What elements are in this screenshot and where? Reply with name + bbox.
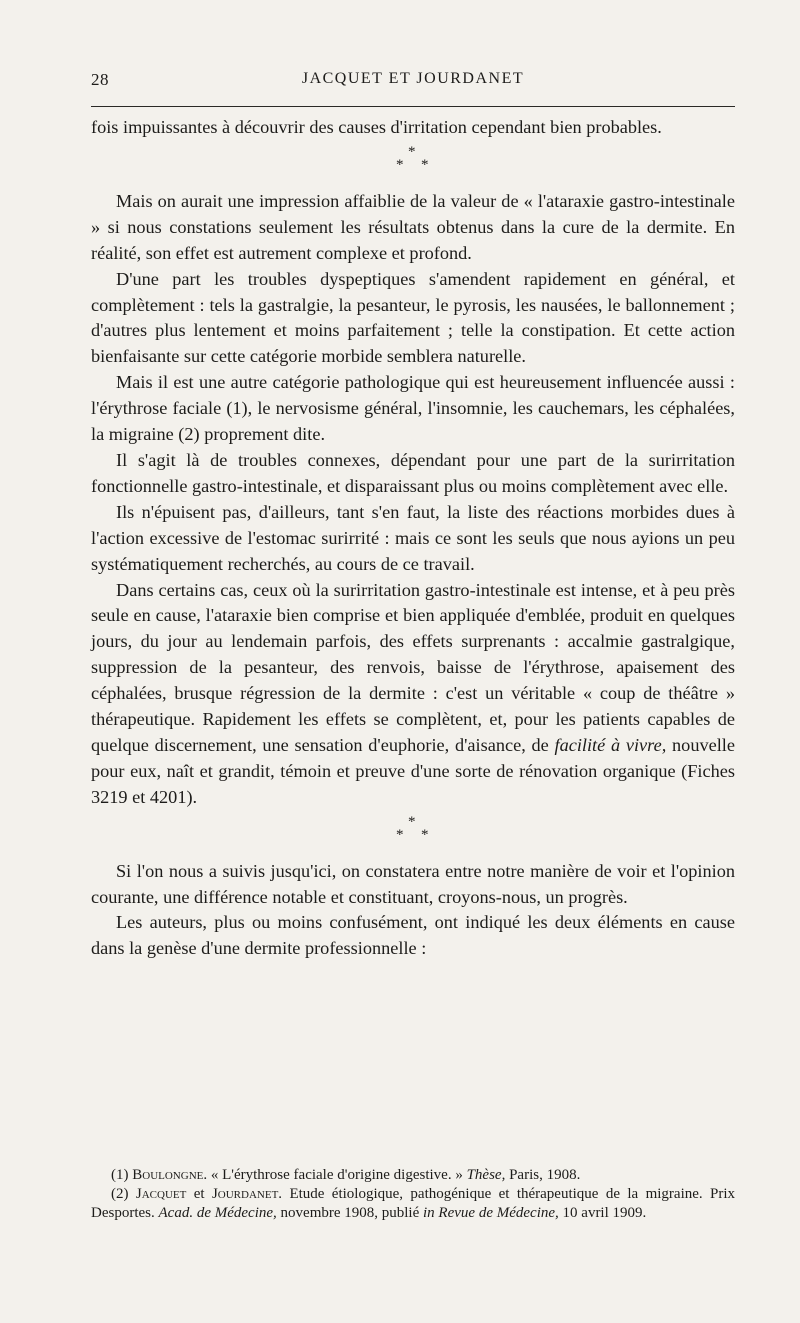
footnote-1-marker: (1) xyxy=(111,1167,129,1183)
footnote-1-italic: Thèse, xyxy=(466,1167,506,1183)
separator-star: * xyxy=(396,826,404,843)
footnote-2-and: et xyxy=(193,1186,205,1202)
paragraph-2: Mais on aurait une impression affaiblie de la valeur de « l'ataraxie gastro-intestinale » si nous constations seulement les résultats obtenus dans la cure de la dermite. En réalité, son effet est autrement complexe et profond. xyxy=(91,190,735,263)
section-separator-1 xyxy=(91,141,735,189)
body-text xyxy=(91,115,735,962)
paragraph-4: Mais il est une autre catégorie pathologique qui est heureusement influencée aussi : l'érythrose faciale (1), le nervosisme général, l'insomnie, les cauchemars, les céphalées, la migraine (2) proprement dite. xyxy=(91,372,735,445)
footnote-2-end: 10 avril 1909. xyxy=(562,1205,647,1221)
separator-star: * xyxy=(396,156,404,173)
paragraph-7 xyxy=(91,578,735,811)
separator-star: * xyxy=(421,156,429,173)
paragraph-9: Les auteurs, plus ou moins confusément, ont indiqué les deux éléments en cause dans la genèse d'une dermite professionnelle : xyxy=(91,912,735,959)
footnote-2-mid: novembre 1908, publié xyxy=(280,1205,420,1221)
footnote-2-author-1: Jacquet xyxy=(135,1186,187,1202)
separator-star: * xyxy=(421,826,429,843)
footnote-2 xyxy=(91,1185,735,1223)
footnote-1-text: « L'érythrose faciale d'origine digestive. » xyxy=(210,1167,463,1183)
paragraph-7-end: nouvelle pour eux, naît et grandit, témoin et preuve d'une sorte de rénovation organique (Fiches 3219 et 4201). xyxy=(91,734,735,807)
footnote-2-italic-1: Acad. de Médecine, xyxy=(158,1205,277,1221)
paragraph-1: fois impuissantes à découvrir des causes d'irritation cependant bien probables. xyxy=(91,117,662,137)
paragraph-8: Si l'on nous a suivis jusqu'ici, on constatera entre notre manière de voir et l'opinion courante, une différence notable et constituant, croyons-nous, un progrès. xyxy=(91,860,735,907)
footnote-1-end: Paris, 1908. xyxy=(509,1167,581,1183)
footnote-2-author-2: Jourdanet. xyxy=(211,1186,283,1202)
footnote-1 xyxy=(91,1166,735,1185)
running-head: JACQUET ET JOURDANET xyxy=(301,70,525,87)
footnotes xyxy=(91,1166,735,1223)
separator-star: * xyxy=(408,143,416,160)
page-number: 28 xyxy=(91,70,109,89)
separator-star: * xyxy=(408,813,416,830)
paragraph-6: Ils n'épuisent pas, d'ailleurs, tant s'en faut, la liste des réactions morbides dues à l'action excessive de l'estomac surirrité : mais ce sont les seuls que nous ayions un peu systématiquement recherchés, au cours de ce travail. xyxy=(91,501,735,574)
paragraph-5: Il s'agit là de troubles connexes, dépendant pour une part de la surirritation fonctionnelle gastro-intestinale, et disparaissant plus ou moins complètement avec elle. xyxy=(91,449,735,496)
header-rule xyxy=(91,106,735,107)
paragraph-7-text: Dans certains cas, ceux où la surirritation gastro-intestinale est intense, et à peu près seule en cause, l'ataraxie bien comprise et bien appliquée d'emblée, produit en quelques jours, du jour au lendemain parfois, des effets surprenants : accalmie gastralgique, suppression de la pesanteur, des renvois, baisse de l'érythrose, apaisement des céphalées, brusque régression de la dermite : c'est un véritable « coup de théâtre » thérapeutique. Rapidement les effets se complètent, et, pour les patients capables de quelque discernement, une sensation d'euphorie, d'aisance, de xyxy=(91,579,735,755)
footnote-2-italic-2: in Revue de Médecine, xyxy=(423,1205,559,1221)
section-separator-2 xyxy=(91,811,735,859)
page-header xyxy=(91,70,735,94)
footnote-2-marker: (2) xyxy=(111,1186,129,1202)
paragraph-7-italic: facilité à vivre, xyxy=(554,734,667,755)
paragraph-3: D'une part les troubles dyspeptiques s'amendent rapidement en général, et complètement : tels la gastralgie, la pesanteur, le pyrosis, les nausées, le ballonnement ; d'autres plus lentement et moins parfaitement ; telle la constipation. Et cette action bienfaisante sur cette catégorie morbide semblera naturelle. xyxy=(91,268,735,367)
footnote-1-author: Boulongne. xyxy=(132,1167,208,1183)
footnote-2-text: Etude étiologique, pathogénique et thérapeutique de la migraine. Prix Desportes. xyxy=(91,1186,736,1221)
